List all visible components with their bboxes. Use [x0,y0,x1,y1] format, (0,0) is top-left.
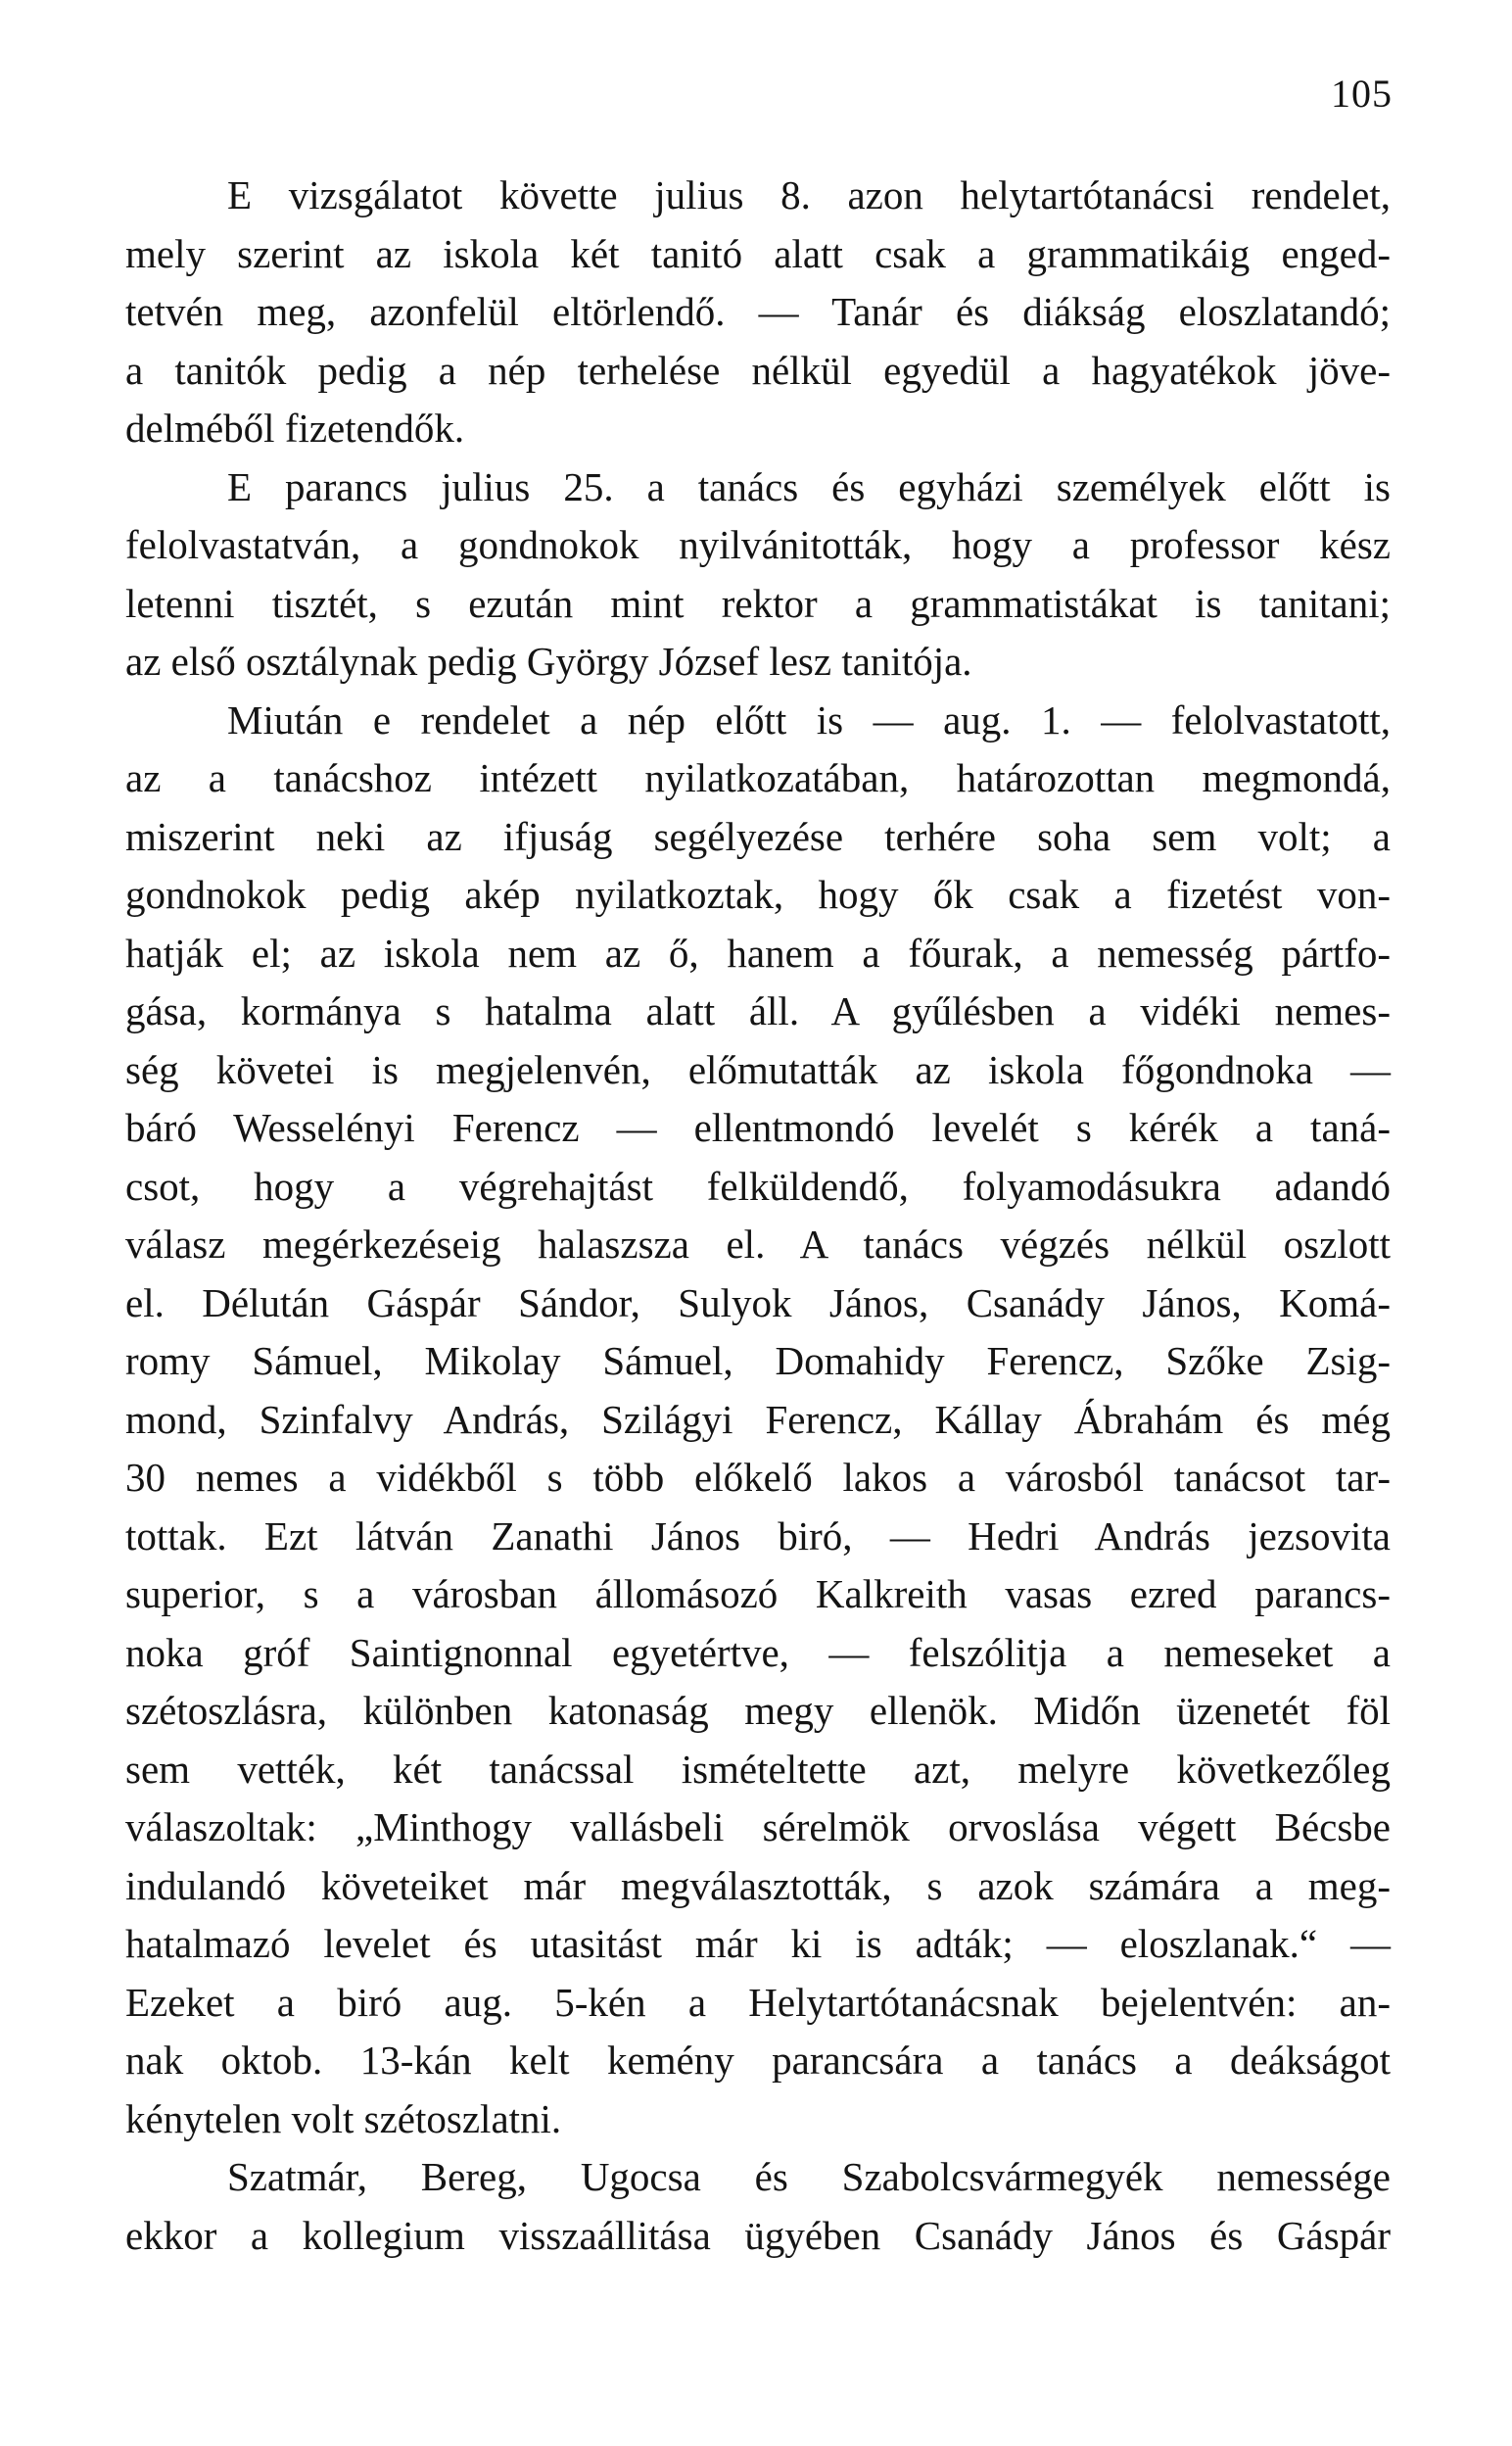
text-line: noka gróf Saintignonnal egyetértve, — felszólitja a nemeseket a [125,1629,1391,1675]
body-text [125,167,1391,2265]
text-line: Szatmár, Bereg, Ugocsa és Szabolcsvármegyék nemessége [227,2154,1391,2199]
text-line: az a tanácshoz intézett nyilatkozatában, határozottan megmondá, [125,755,1391,800]
text-line: hatalmazó levelet és utasitást már ki is adták; — eloszlanak.“ — [125,1921,1391,1966]
text-line: 30 nemes a vidékből s több előkelő lakos a városból tanácsot tar- [125,1455,1391,1500]
text-line: gondnokok pedig akép nyilatkoztak, hogy ők csak a fizetést von- [125,872,1391,917]
text-line: E vizsgálatot követte julius 8. azon helytartótanácsi rendelet, [227,172,1391,217]
text-line: báró Wesselényi Ferencz — ellentmondó levelét s kérék a taná- [125,1105,1391,1150]
text-line: delméből fizetendők. [125,406,465,451]
text-line: Miután e rendelet a nép előtt is — aug. 1. — felolvastatott, [227,696,1391,743]
text-line: mely szerint az iskola két tanitó alatt csak a grammatikáig enged- [125,230,1391,276]
text-line: E parancs julius 25. a tanács és egyházi személyek előtt is [227,463,1391,509]
text-line: a tanitók pedig a nép terhelése nélkül egyedül a hagyatékok jöve- [125,347,1391,393]
text-line: tottak. Ezt látván Zanathi János biró, — Hedri András jezsovita [125,1512,1391,1559]
text-line: indulandó követeiket már megválasztották, s azok számára a meg- [125,1862,1391,1908]
text-line: el. Délután Gáspár Sándor, Sulyok János, Csanády János, Komá- [125,1279,1391,1325]
text-line: válaszoltak: „Minthogy vallásbeli sérelmök orvoslása végett Bécsbe [125,1804,1391,1849]
text-line: felolvastatván, a gondnokok nyilvánitották, hogy a professor kész [125,522,1391,567]
text-line: miszerint neki az ifjuság segélyezése terhére soha sem volt; a [125,813,1391,859]
text-line: hatják el; az iskola nem az ő, hanem a főurak, a nemesség pártfo- [125,930,1391,976]
page-number: 105 [1331,72,1393,116]
text-line: sem vették, két tanácssal ismételtette azt, melyre következőleg [125,1746,1391,1792]
text-line: ség követei is megjelenvén, előmutatták az iskola főgondnoka — [125,1046,1391,1092]
text-line: superior, s a városban állomásozó Kalkreith vasas ezred parancs- [125,1571,1391,1616]
text-line: letenni tisztét, s ezután mint rektor a grammatistákat is tanitani; [125,580,1391,626]
text-line: nak oktob. 13-kán kelt kemény parancsára a tanács a deákságot [125,2038,1391,2083]
text-line: romy Sámuel, Mikolay Sámuel, Domahidy Ferencz, Szőke Zsig- [125,1338,1391,1383]
text-line: gása, kormánya s hatalma alatt áll. A gyűlésben a vidéki nemes- [125,988,1391,1033]
text-line: mond, Szinfalvy András, Szilágyi Ferencz, Kállay Ábrahám és még [125,1396,1391,1442]
text-line: válasz megérkezéseig halaszsza el. A tanács végzés nélkül oszlott [125,1222,1391,1267]
text-line: ekkor a kollegium visszaállitása ügyében Csanády János és Gáspár [125,2212,1391,2258]
text-line: az első osztálynak pedig György József lesz tanitója. [125,639,972,684]
text-line: Ezeket a biró aug. 5-kén a Helytartótanácsnak bejelentvén: an- [125,1979,1391,2025]
text-line: csot, hogy a végrehajtást felküldendő, folyamodásukra adandó [125,1163,1391,1209]
text-line: szétoszlásra, különben katonaság megy ellenök. Midőn üzenetét föl [125,1688,1391,1733]
text-line: tetvén meg, azonfelül eltörlendő. — Tanár és diákság eloszlatandó; [125,289,1391,334]
text-line: kénytelen volt szétoszlatni. [125,2095,562,2141]
